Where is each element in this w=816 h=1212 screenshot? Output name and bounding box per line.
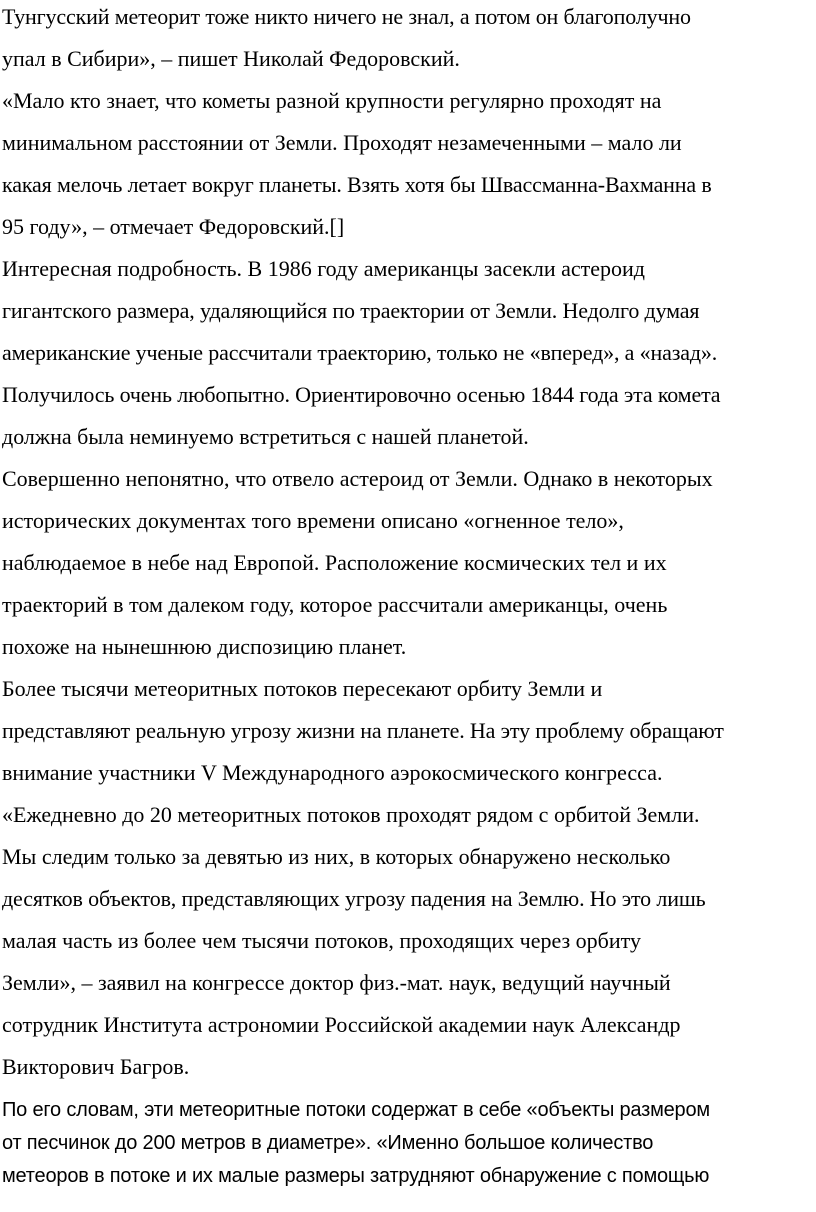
text-line-5: какая мелочь летает вокруг планеты. Взять хотя бы Швассманна-Вахманна в	[2, 172, 712, 197]
text-line-16: похоже на нынешнюю диспозицию планет.	[2, 634, 407, 659]
text-line-12: Совершенно непонятно, что отвело астероид от Земли. Однако в некоторых	[2, 466, 713, 491]
text-line-13: исторических документах того времени описано «огненное тело»,	[2, 508, 624, 533]
text-line-2: упал в Сибири», – пишет Николай Федоровский.	[2, 46, 460, 71]
text-line-27: По его словам, эти метеоритные потоки содержат в себе «объекты размером	[2, 1099, 710, 1121]
text-line-8: гигантского размера, удаляющийся по траектории от Земли. Недолго думая	[2, 298, 700, 323]
text-line-7: Интересная подробность. В 1986 году американцы засекли астероид	[2, 256, 645, 281]
text-line-23: малая часть из более чем тысячи потоков, проходящих через орбиту	[2, 928, 641, 953]
text-line-11: должна была неминуемо встретиться с нашей планетой.	[2, 424, 529, 449]
text-line-17: Более тысячи метеоритных потоков пересекают орбиту Земли и	[2, 676, 603, 701]
text-line-21: Мы следим только за девятью из них, в которых обнаружено несколько	[2, 844, 671, 869]
text-line-4: минимальном расстоянии от Земли. Проходят незамеченными – мало ли	[2, 130, 682, 155]
text-line-10: Получилось очень любопытно. Ориентировочно осенью 1844 года эта комета	[2, 382, 721, 407]
text-line-25: сотрудник Института астрономии Российской академии наук Александр	[2, 1012, 681, 1037]
text-line-26: Викторович Багров.	[2, 1054, 190, 1079]
text-line-9: американские ученые рассчитали траекторию, только не «вперед», а «назад».	[2, 340, 718, 365]
text-line-14: наблюдаемое в небе над Европой. Расположение космических тел и их	[2, 550, 667, 575]
text-line-20: «Ежедневно до 20 метеоритных потоков проходят рядом с орбитой Земли.	[2, 802, 700, 827]
text-line-3: «Мало кто знает, что кометы разной крупности регулярно проходят на	[2, 88, 662, 113]
text-line-6: 95 году», – отмечает Федоровский.[]	[2, 214, 345, 239]
text-line-28: от песчинок до 200 метров в диаметре». «Именно большое количество	[2, 1132, 654, 1154]
text-line-1: Тунгусский метеорит тоже никто ничего не знал, а потом он благополучно	[2, 4, 691, 29]
text-line-15: траекторий в том далеком году, которое рассчитали американцы, очень	[2, 592, 668, 617]
text-line-24: Земли», – заявил на конгрессе доктор физ.-мат. наук, ведущий научный	[2, 970, 671, 995]
text-line-22: десятков объектов, представляющих угрозу падения на Землю. Но это лишь	[2, 886, 706, 911]
text-line-19: внимание участники V Международного аэрокосмического конгресса.	[2, 760, 663, 785]
text-line-18: представляют реальную угрозу жизни на планете. На эту проблему обращают	[2, 718, 724, 743]
text-line-29: метеоров в потоке и их малые размеры затрудняют обнаружение с помощью	[2, 1165, 710, 1187]
